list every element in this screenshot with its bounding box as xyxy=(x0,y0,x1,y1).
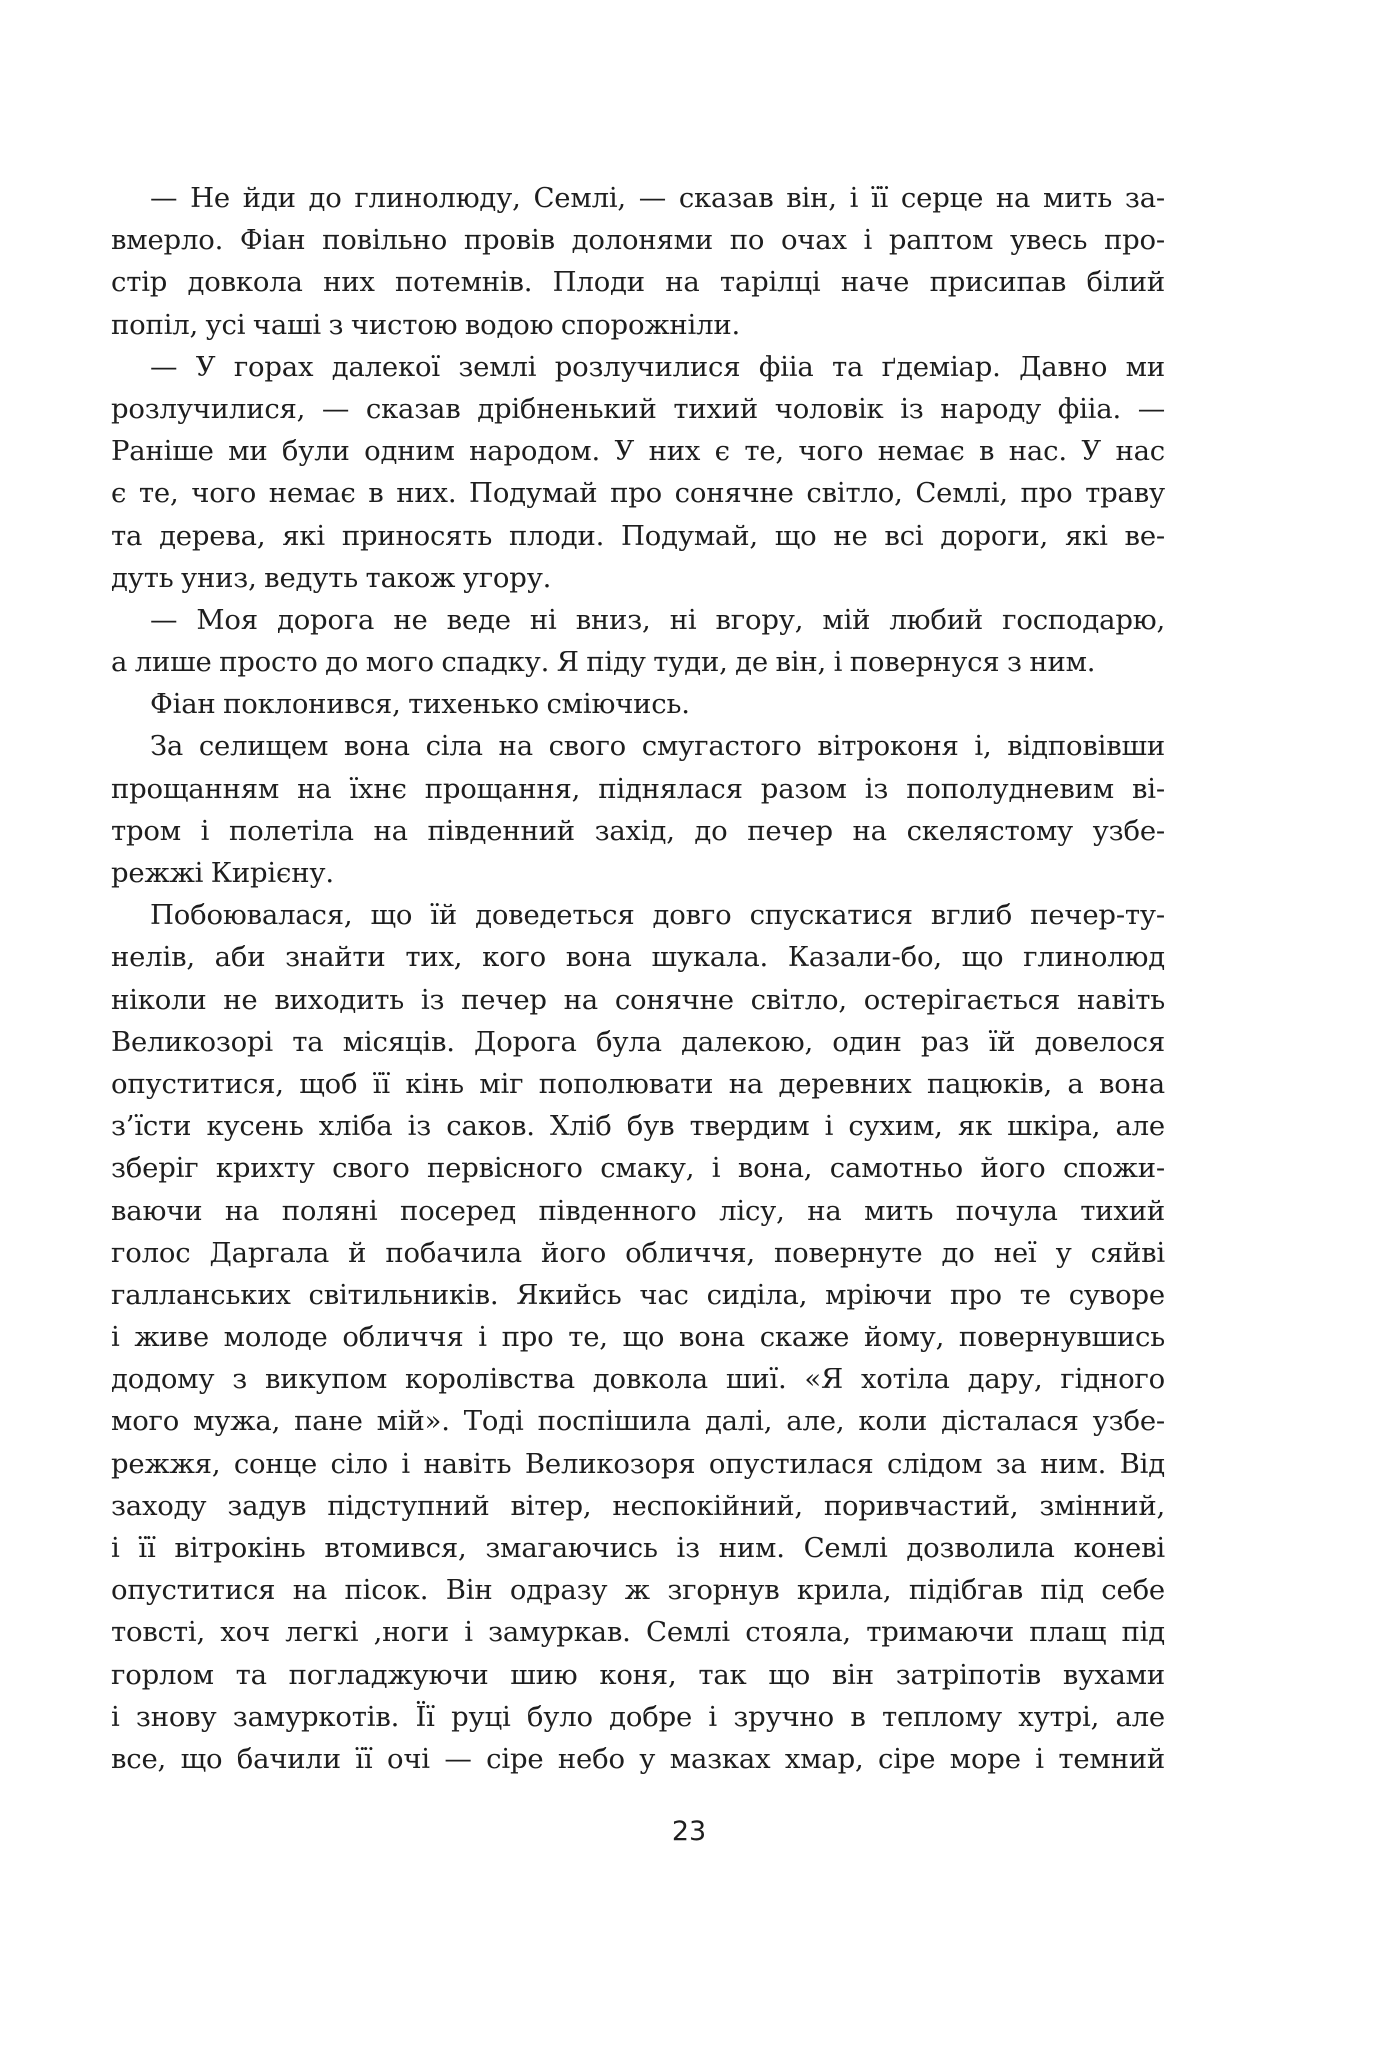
text-line: галланських світильників. Якийсь час сиділа, мріючи про те суворе xyxy=(111,1278,1165,1311)
text-line: дуть униз, ведуть також угору. xyxy=(111,561,552,594)
text-line: — Моя дорога не веде ні вниз, ні вгору, мій любий господарю, xyxy=(150,603,1165,636)
text-line: і знову замуркотів. Її руці було добре і зручно в теплому хутрі, але xyxy=(111,1700,1165,1733)
text-line: режжі Кирієну. xyxy=(111,857,334,889)
text-line: нелів, аби знайти тих, кого вона шукала. Казали-бо, що глинолюд xyxy=(111,941,1165,974)
text-line: — У горах далекої землі розлучилися фііа та ґдеміар. Давно ми xyxy=(150,350,1165,383)
text-line: — Не йди до глинолюду, Семлі, — сказав він, і її серце на мить за- xyxy=(150,182,1165,214)
text-line: ніколи не виходить із печер на сонячне світло, остерігається навіть xyxy=(111,983,1165,1016)
page-body-text xyxy=(111,177,1165,1780)
text-line: вмерло. Фіан повільно провів долонями по очах і раптом увесь про- xyxy=(111,224,1165,257)
text-line: і живе молоде обличчя і про те, що вона скаже йому, повернувшись xyxy=(111,1321,1165,1354)
text-line: ваючи на поляні посеред південного лісу, на мить почула тихий xyxy=(111,1194,1165,1227)
text-line: заходу задув підступний вітер, неспокійний, поривчастий, змінний, xyxy=(111,1489,1165,1522)
text-line: режжя, сонце сіло і навіть Великозоря опустилася слідом за ним. Від xyxy=(111,1447,1165,1480)
text-line: горлом та погладжуючи шию коня, так що він затріпотів вухами xyxy=(111,1658,1165,1691)
text-line: з’їсти кусень хліба із саков. Хліб був твердим і сухим, як шкіра, але xyxy=(111,1110,1165,1143)
paragraph xyxy=(111,177,1165,346)
page-number: 23 xyxy=(671,1816,707,1847)
text-line: Побоювалася, що їй доведеться довго спускатися вглиб печер-ту- xyxy=(150,899,1165,932)
text-line: Раніше ми були одним народом. У них є те, чого немає в нас. У нас xyxy=(111,435,1165,468)
text-line: розлучилися, — сказав дрібненький тихий чоловік із народу фііа. — xyxy=(111,392,1165,425)
text-line: прощанням на їхнє прощання, піднялася разом із пополудневим ві- xyxy=(111,772,1165,805)
paragraph xyxy=(111,725,1165,894)
text-line: є те, чого немає в них. Подумай про сонячне світло, Семлі, про траву xyxy=(111,477,1165,510)
text-line: опуститися на пісок. Він одразу ж згорнув крила, підібгав під себе xyxy=(111,1574,1165,1607)
text-line: зберіг крихту свого первісного смаку, і вона, самотньо його спожи- xyxy=(111,1152,1165,1185)
text-line: і її вітрокінь втомився, змагаючись із ним. Семлі дозволила коневі xyxy=(111,1532,1165,1564)
paragraph xyxy=(111,894,1165,1780)
text-line: товсті, хоч легкі ,ноги і замуркав. Семлі стояла, тримаючи плащ під xyxy=(111,1616,1165,1649)
text-line: додому з викупом королівства довкола шиї. «Я хотіла дару, гідного xyxy=(111,1363,1165,1396)
text-line: та дерева, які приносять плоди. Подумай, що не всі дороги, які ве- xyxy=(111,519,1165,552)
text-line: попіл, усі чаші з чистою водою спорожніли. xyxy=(111,308,741,341)
text-line: тром і полетіла на південний захід, до печер на скелястому узбе- xyxy=(111,814,1165,847)
text-line: Великозорі та місяців. Дорога була далекою, один раз їй довелося xyxy=(111,1025,1165,1058)
paragraph xyxy=(111,599,1165,683)
text-line: За селищем вона сіла на свого смугастого вітроконя і, відповівши xyxy=(150,730,1165,763)
paragraph xyxy=(111,346,1165,599)
text-line: голос Даргала й побачила його обличчя, повернуте до неї у сяйві xyxy=(111,1236,1165,1269)
text-line: все, що бачили її очі — сіре небо у мазках хмар, сіре море і темний xyxy=(111,1742,1165,1775)
text-line: Фіан поклонився, тихенько сміючись. xyxy=(150,688,690,721)
text-line: мого мужа, пане мій». Тоді поспішила далі, але, коли дісталася узбе- xyxy=(111,1405,1165,1438)
text-line: опуститися, щоб її кінь міг пополювати на деревних пацюків, а вона xyxy=(111,1067,1165,1100)
text-line: а лише просто до мого спадку. Я піду туди, де він, і повернуся з ним. xyxy=(111,646,1096,679)
paragraph xyxy=(111,683,1165,725)
text-line: стір довкола них потемнів. Плоди на тарілці наче присипав білий xyxy=(111,266,1165,299)
